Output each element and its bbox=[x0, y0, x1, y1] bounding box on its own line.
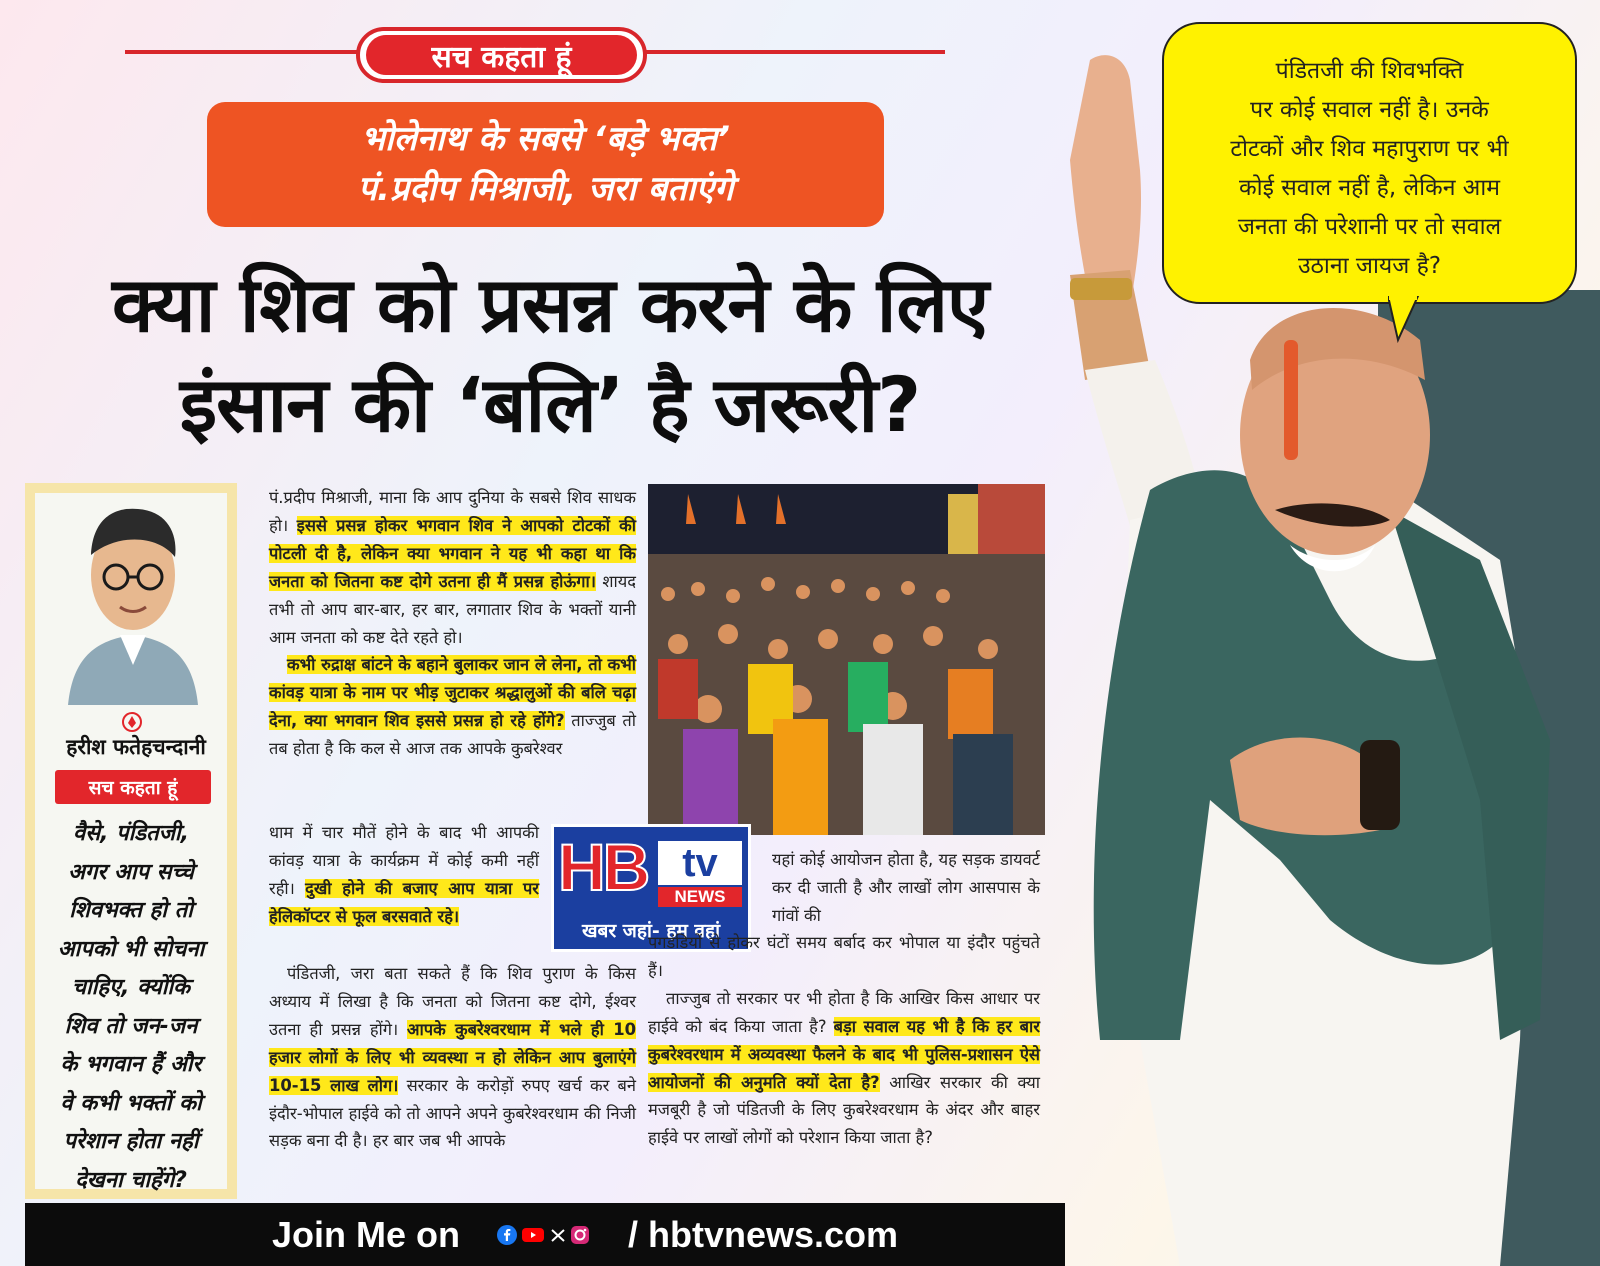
crowd-photo bbox=[648, 484, 1045, 835]
quote-line: शिव तो जन-जन bbox=[64, 1013, 198, 1039]
text-run: ताज्जुब तो तब होता है कि कल से आज तक आपके कुबरेश्वर bbox=[269, 711, 636, 759]
article-paragraph-2 bbox=[269, 651, 636, 763]
bubble-line: पर कोई सवाल नहीं है। उनके bbox=[1250, 97, 1489, 123]
section-label-pill bbox=[356, 27, 647, 83]
kicker-line-1: भोलेनाथ के सबसे ‘बड़े भक्त’ bbox=[361, 119, 730, 159]
text-run: ताज्जुब तो सरकार पर भी होता है कि आखिर किस आधार पर हाईवे को बंद किया जाता है? bbox=[648, 988, 1040, 1036]
highlighted-text: कभी रुद्राक्ष बांटने के बहाने बुलाकर जान ले लेना, तो कभी कांवड़ यात्रा के नाम पर भीड़ जुटाकर श्रद्धालुओं की बलि चढ़ा देना, क्या भगवान शिव इससे प्रसन्न हो रहे होंगे? bbox=[269, 655, 636, 731]
author-quote bbox=[40, 815, 222, 1200]
article-paragraph-4 bbox=[269, 960, 636, 1155]
bubble-line: टोटकों और शिव महापुराण पर भी bbox=[1230, 136, 1509, 162]
bubble-line: पंडितजी की शिवभक्ति bbox=[1275, 58, 1464, 84]
highlighted-text: बड़ा सवाल यह भी है कि हर बार कुबरेश्वरधाम में अव्यवस्था फैलने के बाद भी पुलिस-प्रशासन ऐसे आयोजनों की अनुमति क्यों देता है? bbox=[648, 1016, 1040, 1092]
text-run: शायद तभी तो आप बार-बार, हर बार, लगातार शिव के भक्तों यानी आम जनता को कष्ट देते रहते हो। bbox=[269, 571, 636, 647]
headline-line-2: इंसान की ‘बलि’ है जरूरी? bbox=[179, 360, 921, 449]
quote-line: चाहिए, क्योंकि bbox=[71, 975, 191, 1000]
article-paragraph-3 bbox=[269, 819, 539, 931]
speech-bubble bbox=[1162, 22, 1577, 304]
article-column-1 bbox=[269, 484, 636, 763]
section-label: सच कहता हूं bbox=[366, 35, 637, 75]
highlighted-text: इससे प्रसन्न होकर भगवान शिव ने आपको टोटकों की पोटली दी है, लेकिन क्या भगवान ने यह भी कहा था कि जनता को जितना कष्ट दोगे उतना ही मैं प्रसन्न होऊंगा। bbox=[269, 515, 636, 591]
kicker-line-2: पं.प्रदीप मिश्राजी, जरा बताएंगे bbox=[357, 169, 734, 209]
quote-line: अगर आप सच्चे bbox=[68, 859, 194, 885]
quote-line: के भगवान हैं और bbox=[60, 1052, 202, 1077]
bubble-line: उठाना जायज है? bbox=[1297, 253, 1442, 279]
x-icon[interactable] bbox=[550, 1225, 566, 1245]
bubble-line: कोई सवाल नहीं है, लेकिन आम bbox=[1238, 175, 1501, 201]
facebook-icon[interactable] bbox=[497, 1225, 517, 1245]
article-paragraph-5b: पगडंडियों से होकर घंटों समय बर्बाद कर भोपाल या इंदौर पहुंचते हैं। bbox=[648, 933, 1040, 980]
section-rule-right bbox=[643, 50, 945, 54]
article-column-2 bbox=[648, 929, 1040, 1152]
headline-line-1: क्या शिव को प्रसन्न करने के लिए bbox=[111, 260, 989, 349]
quote-line: वैसे, पंडितजी, bbox=[72, 821, 189, 846]
footer-website[interactable]: / hbtvnews.com bbox=[628, 1214, 899, 1255]
youtube-icon[interactable] bbox=[521, 1225, 545, 1245]
text-run: पं.प्रदीप मिश्राजी, माना कि आप दुनिया के सबसे शिव साधक हो। bbox=[269, 488, 636, 535]
quote-line: आपको भी सोचना bbox=[57, 936, 205, 962]
article-column-1-bottom bbox=[269, 960, 636, 1155]
footer-bar bbox=[25, 1203, 1065, 1266]
kicker-box bbox=[207, 102, 884, 227]
logo-tv: tv bbox=[658, 841, 742, 885]
logo-news: NEWS bbox=[658, 887, 742, 907]
section-rule-left bbox=[125, 50, 360, 54]
quote-line: परेशान होता नहीं bbox=[63, 1129, 199, 1154]
article-paragraph-5a: यहां कोई आयोजन होता है, यह सड़क डायवर्ट कर दी जाती है और लाखों लोग आसपास के गांवों की bbox=[772, 850, 1040, 925]
highlighted-text: दुखी होने की बजाए आप यात्रा पर हेलिकॉप्टर से फूल बरसवाते रहे। bbox=[269, 878, 539, 926]
quote-line: शिवभक्त हो तो bbox=[69, 898, 193, 923]
footer-join-text: Join Me on bbox=[272, 1214, 460, 1255]
author-name: हरीश फतेहचन्दानी bbox=[66, 735, 206, 759]
quote-line: वे कभी भक्तों को bbox=[60, 1090, 202, 1116]
quote-line: देखना चाहेंगे? bbox=[75, 1167, 187, 1193]
headline bbox=[30, 255, 1070, 455]
author-portrait bbox=[58, 495, 208, 705]
text-run: धाम में चार मौतें होने के बाद भी आपकी कांवड़ यात्रा के कार्यक्रम में कोई कमी नहीं रही। bbox=[269, 823, 539, 898]
pen-nib-icon bbox=[122, 712, 142, 732]
instagram-icon[interactable] bbox=[570, 1225, 590, 1245]
logo-hb: HB bbox=[558, 830, 648, 904]
text-run: पंडितजी, जरा बता सकते हैं कि शिव पुराण के किस अध्याय में लिखा है कि जनता को जितना कष्ट दोगे, ईश्वर उतना ही प्रसन्न होंगे। bbox=[269, 964, 636, 1039]
highlighted-text: आपके कुबरेश्वरधाम में भले ही 10 हजार लोगों के लिए भी व्यवस्था न हो लेकिन आप बुलाएंगे 10-15 लाख लोग। bbox=[269, 1019, 637, 1095]
logo-tagline: खबर जहां- हम वहां bbox=[581, 920, 721, 942]
article-paragraph-1 bbox=[269, 484, 636, 651]
text-run: सरकार के करोड़ों रुपए खर्च कर बने इंदौर-भोपाल हाईवे को तो आपने अपने कुबरेश्वरधाम की निजी सड़क बना दी है। हर बार जब भी आपके bbox=[269, 1075, 636, 1151]
speech-bubble-tail bbox=[1388, 296, 1438, 346]
article-column-2-top bbox=[772, 846, 1040, 930]
article-paragraph-6 bbox=[648, 985, 1040, 1152]
author-tag: सच कहता हूं bbox=[55, 770, 211, 804]
bubble-line: जनता की परेशानी पर तो सवाल bbox=[1237, 214, 1502, 240]
text-run: आखिर सरकार की क्या मजबूरी है जो पंडितजी के लिए कुबरेश्वरधाम के अंदर और बाहर हाईवे पर लाखों लोगों को परेशान किया जाता है? bbox=[648, 1072, 1040, 1148]
article-column-1-narrow bbox=[269, 819, 539, 931]
